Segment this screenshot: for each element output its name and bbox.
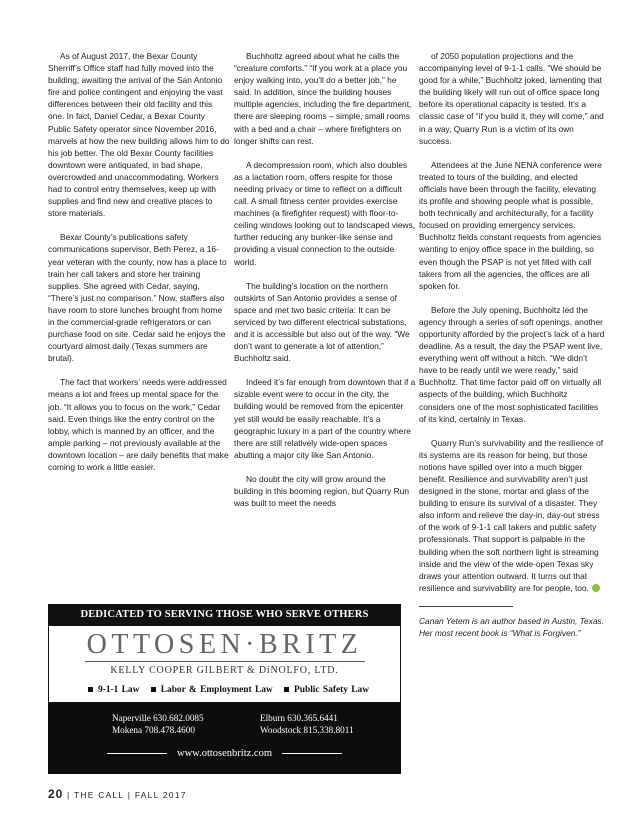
- office-woodstock: Woodstock 815.338.8011: [260, 725, 354, 735]
- article-paragraph: Before the July opening, Buchholtz led the agency through a series of soft openings, another opportunity afforded by the project’s lack of a hard deadline. As a result, the day the PSAP went live, everything went off without a hitch. “We didn’t have to be ready until we were ready,” said Buchholtz. That time factor paid off on virtually all aspects of the building, which Buchholtz considers one of the most sophisticated facilities of its kind, certainly in Texas.: [419, 304, 605, 424]
- article-column-3: [419, 50, 605, 651]
- practice-area: Labor & Employment Law: [160, 685, 273, 695]
- article-paragraph-final: [419, 437, 605, 594]
- ad-contact-panel: [48, 702, 401, 774]
- bullet-square-icon: [88, 687, 93, 692]
- website-row: [48, 748, 401, 759]
- footer-separator: |: [127, 790, 135, 800]
- issue-date: FALL 2017: [134, 790, 187, 800]
- ad-tagline: DEDICATED TO SERVING THOSE WHO SERVE OTHERS: [48, 604, 401, 626]
- page-footer: [48, 787, 187, 801]
- practice-area: 9-1-1 Law: [98, 685, 140, 695]
- office-elburn: Elburn 630.365.6441: [260, 713, 338, 723]
- website-rule-left: [107, 753, 167, 754]
- footer-separator: |: [67, 790, 74, 800]
- bullet-square-icon: [151, 687, 156, 692]
- article-paragraph: Attendees at the June NENA conference were treated to tours of the building, and elected officials have been through the facility, elevating its profile and showing people what is possible, both technically and architecturally, for a facility focused on providing emergency services. Buchholtz fields constant requests from agencies wanting to enjoy office space in the building, so even though the PSAP is not yet filled with call takers from all the agencies, the offices are all spoken for.: [419, 159, 602, 291]
- page-number: 20: [48, 787, 64, 801]
- author-bio: Canan Yetem is an author based in Austin, Texas. Her most recent book is “What is Forgiven.”: [419, 615, 604, 639]
- article-paragraph: Bexar County’s publications safety communications supervisor, Beth Perez, a 16-year veteran with the county, now has a place to train her call takers and store her training supplies. She agreed with Cedar, saying, “There’s just no comparison.” Now, staffers also have room to store lunches brought from home in the commercial-grade refrigerators or can purchase food on site. Cedar said he enjoys the courtyard almost daily (Texas summers are brutal).: [48, 232, 227, 364]
- article-paragraph: of 2050 population projections and the accompanying level of 9-1-1 calls. “We should be good for a while,” Buchholtz joked, lamenting that the building likely will run out of office space long before its operational capacity is tested. It’s a classic case of “if you build it, they will come,” and in a way, Quarry Run is a victim of its own success.: [419, 51, 604, 146]
- article-column-1: [48, 50, 230, 485]
- office-mokena: Mokena 708.478.4600: [112, 725, 195, 735]
- article-paragraph: A decompression room, which also doubles as a lactation room, offers respite for those needing privacy or time to reflect on a difficult call. A small fitness center provides exercise machines (a firefighter request) with floor-to-ceiling windows looking out to landscaped views, further reducing any bunker-like sense and providing a visual connection to the outside world.: [234, 159, 416, 267]
- article-paragraph: The fact that workers’ needs were addressed means a lot and frees up mental space for the job. “It allows you to focus on the work,” Cedar said. Even things like the entry control on the lobby, which is manned by an officer, and the ample parking – not previously available at the downtown location – are daily benefits that make coming to work a little easier.: [48, 377, 229, 472]
- article-paragraph: No doubt the city will grow around the building in this booming region, but Quarry Run was built to meet the needs: [234, 473, 410, 509]
- article-paragraph: Buchholtz agreed about what he calls the “creature comforts.” “If you work at a place you enjoy walking into, you’ll do a better job,” he said. In addition, since the building houses multiple agencies, including the fire department, there are sleeping rooms – simple, small rooms with a bed and a chair – where firefighters on longer shifts can rest.: [234, 51, 412, 146]
- practice-areas: [49, 685, 400, 695]
- practice-area: Public Safety Law: [294, 685, 369, 695]
- publication-name: THE CALL: [73, 790, 125, 800]
- website-rule-right: [282, 753, 342, 754]
- article-paragraph: Indeed it’s far enough from downtown that if a sizable event were to occur in the city, the building would be removed from the epicenter yet still would be easily reachable. It’s a geographic luxury in a part of the country where there are still relatively wide-open spaces abutting a major city like San Antonio.: [234, 377, 416, 460]
- article-paragraph: As of August 2017, the Bexar County Sherriff’s Office staff had fully moved into the building, awaiting the arrival of the San Antonio fire and police contingent and enjoying the vast differences between their old facility and this one. In fact, Daniel Cedar, a Bexar County Public Safety operator since November 2016, marvels at how the new building allows him to do his job better. The old Bexar County facilities downtown were antiquated, in bad shape, overcrowded and unaccommodating. Workers had to control entry themselves, keep up with supplies and find new and creative places to store materials.: [48, 51, 230, 219]
- article-column-2: [234, 50, 416, 521]
- bullet-square-icon: [284, 687, 289, 692]
- office-naperville: Naperville 630.682.0085: [112, 713, 204, 723]
- ottosen-britz-advertisement: [48, 604, 401, 774]
- firm-divider: [85, 661, 365, 662]
- firm-partners: KELLY COOPER GILBERT & DiNOLFO, LTD.: [110, 665, 339, 676]
- ad-firm-panel: [48, 626, 401, 702]
- article-paragraph-text: Quarry Run’s survivability and the resilience of its systems are its reason for being, but those notions have spilled over into a much bigger benefit. Resilience and survivability aren’t just designed in the stone, mortar and glass of the building to ensure its survival of a disaster. They also inform and relieve the day-in, day-out stress of the work of 9-1-1 call takers and public safety professionals. That support is palpable in the building when the soft northern light is streaming inside and the view of the wide-open Texas sky draws your attention outward. It turns out that resilience and survivability are for people, too.: [419, 437, 604, 593]
- website-link[interactable]: www.ottosenbritz.com: [177, 748, 272, 759]
- bio-divider: [419, 606, 513, 607]
- firm-name: OTTOSEN·BRITZ: [86, 629, 363, 660]
- article-paragraph: The building’s location on the northern outskirts of San Antonio provides a sense of space and met two basic criteria: It can be serviced by two different electrical substations, and it is accessible but also out of the way. “We don’t want to generate a lot of attention,” Buchholtz said.: [234, 280, 410, 364]
- end-mark-icon: [592, 584, 600, 592]
